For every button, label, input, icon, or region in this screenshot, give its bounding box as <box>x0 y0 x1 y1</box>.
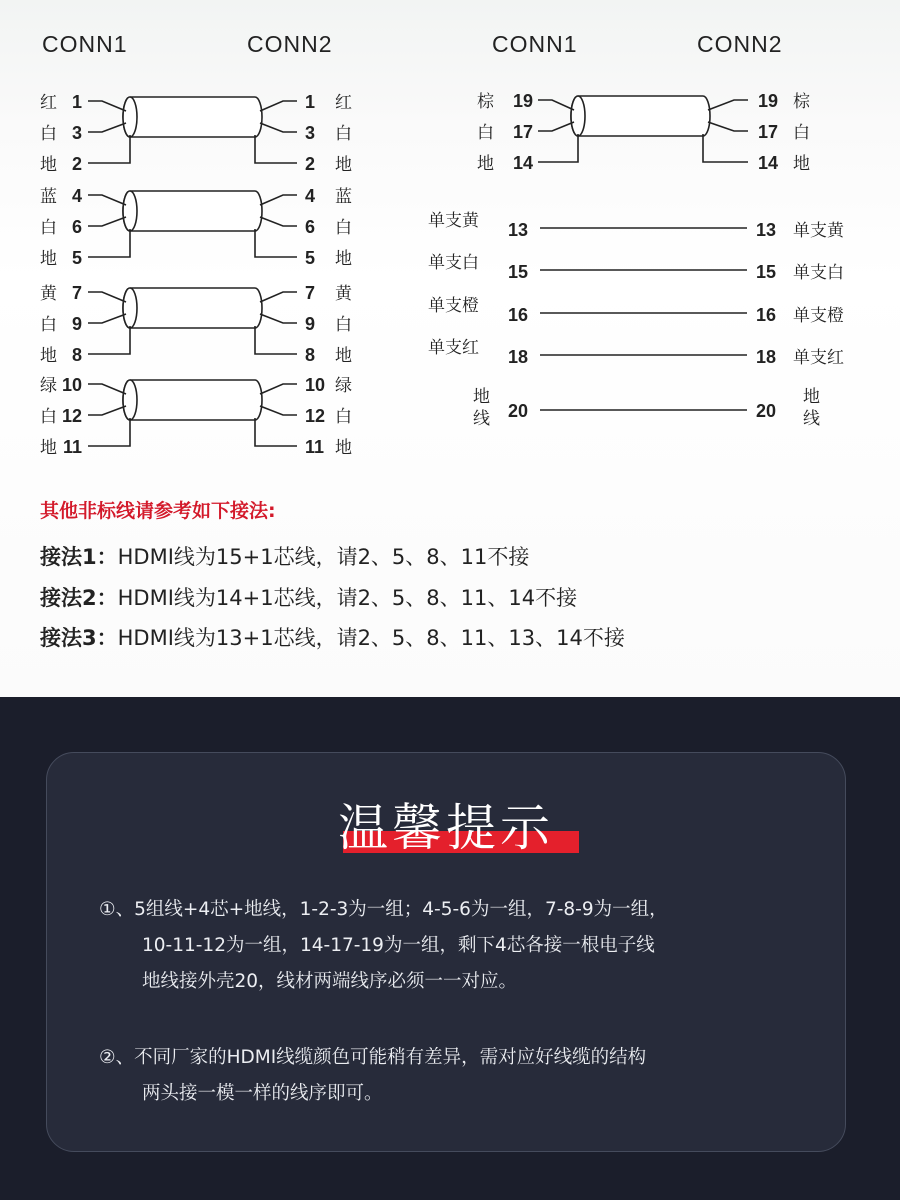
wiring-diagram <box>0 0 900 480</box>
left-group-1-left-color-3: 地 <box>40 155 57 174</box>
left-group-3-wire-left-2 <box>88 314 126 323</box>
left-group-2-wire-right-3 <box>255 229 297 257</box>
left-group-2-right-color-1: 蓝 <box>335 187 352 206</box>
ground-right-label-top: 地 <box>803 387 820 406</box>
right-group-right-pin-1: 19 <box>758 91 779 111</box>
right-group-wire-left-3 <box>538 134 578 162</box>
single-right-label-3: 单支橙 <box>793 306 844 325</box>
left-group-4-wire-left-2 <box>88 406 126 415</box>
right-group-right-color-3: 地 <box>793 154 810 173</box>
single-right-pin-4: 18 <box>756 347 777 367</box>
method-3 <box>40 622 625 652</box>
left-group-3-left-pin-2: 9 <box>71 314 82 334</box>
left-group-1-right-color-3: 地 <box>335 155 352 174</box>
left-group-3-wire-right-1 <box>260 292 297 302</box>
left-group-2-right-pin-3: 5 <box>305 248 316 268</box>
method-1-text: HDMI线为15+1芯线，请2、5、8、11不接 <box>117 545 530 569</box>
single-right-label-1: 单支黄 <box>793 221 844 240</box>
single-right-label-4: 单支红 <box>793 348 844 367</box>
right-group-cable-body <box>571 96 710 136</box>
tip-2-line-1: ②、不同厂家的HDMI线缆颜色可能稍有差异，需对应好线缆的结构 <box>99 1047 647 1068</box>
right-group-left-color-1: 棕 <box>477 92 494 111</box>
left-group-2-wire-left-1 <box>88 195 126 205</box>
single-right-pin-3: 16 <box>756 305 777 325</box>
left-group-1-left-pin-1: 1 <box>71 92 82 112</box>
right-group-right-color-2: 白 <box>793 123 810 142</box>
left-group-3-right-pin-2: 9 <box>305 314 316 334</box>
method-2-label: 接法2： <box>40 586 118 610</box>
left-group-4-left-color-2: 白 <box>40 407 57 426</box>
left-group-2-left-color-3: 地 <box>40 249 57 268</box>
single-left-label-3: 单支橙 <box>428 296 479 315</box>
left-group-2-right-pin-2: 6 <box>305 217 316 237</box>
left-group-1-wire-left-1 <box>88 101 126 111</box>
left-conn1-header: CONN1 <box>42 31 128 57</box>
right-group-cable-end-left <box>571 96 585 136</box>
left-group-2-wire-right-1 <box>260 195 297 205</box>
notes-title: 其他非标线请参考如下接法: <box>40 500 276 522</box>
tips-section <box>0 697 900 1200</box>
left-group-3-right-color-3: 地 <box>335 346 352 365</box>
method-1-label: 接法1： <box>40 545 118 569</box>
left-group-2-cable-end-left <box>123 191 137 231</box>
left-group-2-right-pin-1: 4 <box>305 186 316 206</box>
left-group-4-right-color-1: 绿 <box>335 376 352 395</box>
right-group-left-pin-1: 19 <box>512 91 533 111</box>
single-right-pin-1: 13 <box>756 220 777 240</box>
ground-right-pin: 20 <box>756 401 777 421</box>
left-group-4-left-pin-3: 11 <box>62 437 82 457</box>
right-group-left-pin-2: 17 <box>512 122 533 142</box>
single-left-label-2: 单支白 <box>428 253 479 272</box>
right-conn1-header: CONN1 <box>492 31 578 57</box>
left-group-1-cable-body <box>123 97 262 137</box>
single-left-label-1: 单支黄 <box>428 211 479 230</box>
left-group-1-wire-right-3 <box>255 135 297 163</box>
single-left-pin-1: 13 <box>508 220 529 240</box>
ground-left-label-bottom: 线 <box>473 409 490 428</box>
left-group-1-right-pin-3: 2 <box>305 154 316 174</box>
right-group-right-color-1: 棕 <box>793 92 810 111</box>
ground-right-label-bottom: 线 <box>803 409 820 428</box>
left-group-4-left-pin-2: 12 <box>61 406 82 426</box>
left-group-4-wire-right-3 <box>255 418 297 446</box>
left-group-1-wire-right-1 <box>260 101 297 111</box>
left-group-4-wire-left-3 <box>88 418 130 446</box>
left-group-3-right-pin-3: 8 <box>305 345 316 365</box>
left-group-2-right-color-2: 白 <box>335 218 352 237</box>
left-group-2-left-pin-3: 5 <box>71 248 82 268</box>
left-group-3-right-color-1: 黄 <box>335 284 352 303</box>
single-left-label-4: 单支红 <box>428 338 479 357</box>
left-group-2-right-color-3: 地 <box>335 249 352 268</box>
left-group-4-right-color-2: 白 <box>335 407 352 426</box>
single-right-pin-2: 15 <box>756 262 777 282</box>
left-group-1-wire-left-3 <box>88 135 130 163</box>
method-2 <box>40 582 577 612</box>
right-group-wire-left-2 <box>538 122 574 131</box>
left-group-4-left-color-3: 地 <box>40 438 57 457</box>
left-group-4-cable-end-left <box>123 380 137 420</box>
right-group-wire-right-1 <box>708 100 748 110</box>
right-group-wire-right-3 <box>703 134 748 162</box>
left-group-4-right-pin-3: 11 <box>305 437 325 457</box>
left-group-3-left-color-1: 黄 <box>40 284 57 303</box>
left-conn2-header: CONN2 <box>247 31 333 57</box>
left-group-1-wire-right-2 <box>260 123 297 132</box>
tips-card <box>46 752 846 1152</box>
left-group-2-left-color-2: 白 <box>40 218 57 237</box>
left-group-3-cable-end-left <box>123 288 137 328</box>
left-group-2-left-pin-2: 6 <box>71 217 82 237</box>
left-group-1-right-pin-2: 3 <box>305 123 316 143</box>
left-group-3-wire-right-3 <box>255 326 297 354</box>
single-left-pin-2: 15 <box>508 262 529 282</box>
left-group-4-cable-body <box>123 380 262 420</box>
ground-left-label-top: 地 <box>473 387 490 406</box>
right-group-left-color-2: 白 <box>477 123 494 142</box>
method-2-text: HDMI线为14+1芯线，请2、5、8、11、14不接 <box>117 586 578 610</box>
left-group-2-wire-left-3 <box>88 229 130 257</box>
left-group-1-wire-left-2 <box>88 123 126 132</box>
tip-1-line-2: 10-11-12为一组，14-17-19为一组，剩下4芯各接一根电子线 <box>142 935 655 956</box>
left-group-3-wire-left-1 <box>88 292 126 302</box>
left-group-1-left-color-2: 白 <box>40 124 57 143</box>
left-group-3-left-color-3: 地 <box>40 346 57 365</box>
right-group-wire-right-2 <box>708 122 748 131</box>
left-group-4-right-color-3: 地 <box>335 438 352 457</box>
ground-left-pin: 20 <box>508 401 529 421</box>
left-group-3-right-pin-1: 7 <box>305 283 316 303</box>
tip-1-line-3: 地线接外壳20，线材两端线序必须一一对应。 <box>142 971 518 992</box>
left-group-4-wire-left-1 <box>88 384 126 394</box>
right-conn2-header: CONN2 <box>697 31 783 57</box>
left-group-1-right-pin-1: 1 <box>305 92 316 112</box>
left-group-1-left-pin-2: 3 <box>71 123 82 143</box>
left-group-3-left-pin-1: 7 <box>71 283 82 303</box>
left-group-1-left-color-1: 红 <box>40 93 57 112</box>
left-group-4-right-pin-2: 12 <box>305 406 326 426</box>
method-1 <box>40 541 529 571</box>
right-group-wire-left-1 <box>538 100 574 110</box>
left-group-4-left-color-1: 绿 <box>40 376 57 395</box>
left-group-2-cable-body <box>123 191 262 231</box>
left-group-3-cable-body <box>123 288 262 328</box>
left-group-3-left-color-2: 白 <box>40 315 57 334</box>
left-group-1-left-pin-3: 2 <box>71 154 82 174</box>
method-3-text: HDMI线为13+1芯线，请2、5、8、11、13、14不接 <box>117 626 625 650</box>
left-group-3-wire-left-3 <box>88 326 130 354</box>
left-group-4-wire-right-1 <box>260 384 297 394</box>
tips-title: 温馨提示 <box>338 799 554 857</box>
left-group-3-right-color-2: 白 <box>335 315 352 334</box>
left-group-2-wire-right-2 <box>260 217 297 226</box>
right-group-left-pin-3: 14 <box>512 153 533 173</box>
left-group-1-right-color-1: 红 <box>335 93 352 112</box>
right-group-right-pin-2: 17 <box>758 122 779 142</box>
left-group-4-left-pin-1: 10 <box>61 375 82 395</box>
left-group-1-cable-end-left <box>123 97 137 137</box>
method-3-label: 接法3： <box>40 626 118 650</box>
left-group-4-wire-right-2 <box>260 406 297 415</box>
right-group-left-color-3: 地 <box>477 154 494 173</box>
left-group-4-right-pin-1: 10 <box>305 375 326 395</box>
left-group-2-wire-left-2 <box>88 217 126 226</box>
single-left-pin-4: 18 <box>508 347 529 367</box>
tip-2-line-2: 两头接一模一样的线序即可。 <box>142 1083 383 1104</box>
left-group-1-right-color-2: 白 <box>335 124 352 143</box>
single-left-pin-3: 16 <box>508 305 529 325</box>
right-group-right-pin-3: 14 <box>758 153 779 173</box>
single-right-label-2: 单支白 <box>793 263 844 282</box>
left-group-2-left-color-1: 蓝 <box>40 187 57 206</box>
tips-title-block <box>47 793 845 863</box>
left-group-3-left-pin-3: 8 <box>71 345 82 365</box>
left-group-2-left-pin-1: 4 <box>71 186 82 206</box>
left-group-3-wire-right-2 <box>260 314 297 323</box>
tip-1-line-1: ①、5组线+4芯+地线，1-2-3为一组；4-5-6为一组，7-8-9为一组， <box>99 899 668 920</box>
